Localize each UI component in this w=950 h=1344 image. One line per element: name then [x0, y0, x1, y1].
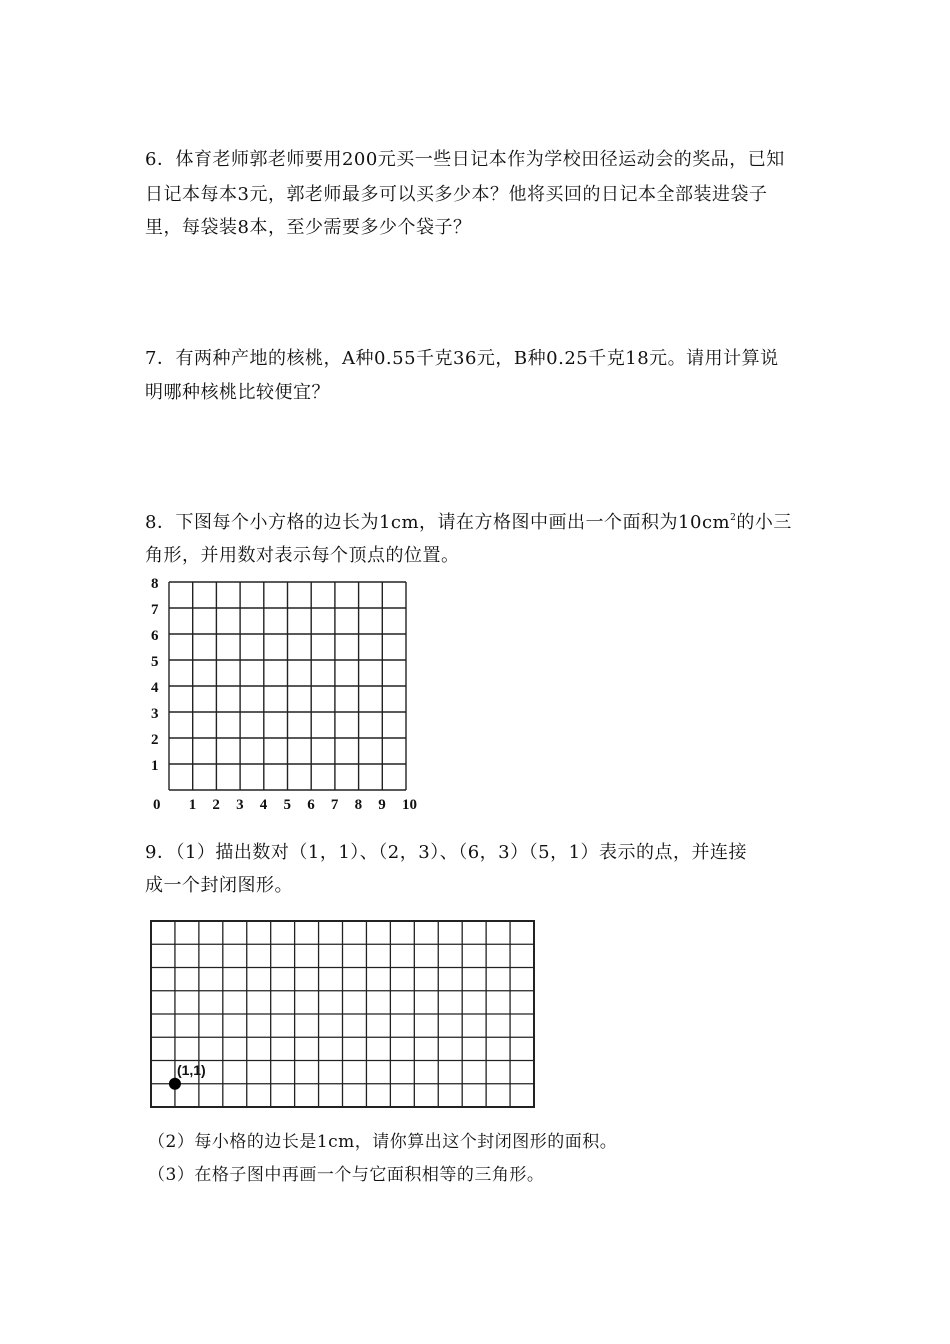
q8-line-1-tail: 的小三 — [736, 512, 792, 533]
q8-y-tick: 5 — [151, 654, 159, 670]
q9-point-1-1 — [169, 1078, 181, 1090]
q6-line-2: 日记本每本3元，郭老师最多可以买多少本？他将买回的日记本全部装进袋子 — [145, 184, 768, 205]
q8-x-tick: 2 — [212, 797, 220, 813]
q8-x-tick: 6 — [307, 797, 315, 813]
q8-y-tick: 6 — [151, 628, 159, 644]
q8-y-tick: 8 — [151, 576, 159, 592]
q9-part-2: （2）每小格的边长是1cm，请你算出这个封闭图形的面积。 — [148, 1132, 618, 1152]
squared-superscript: 2 — [730, 513, 737, 523]
q8-coordinate-grid[interactable] — [151, 576, 417, 813]
q8-x-tick: 4 — [259, 797, 268, 813]
q8-x-tick: 8 — [354, 797, 363, 813]
q8-y-tick: 2 — [151, 732, 159, 748]
q8-x-tick: 10 — [402, 797, 417, 813]
q8-line-2: 角形，并用数对表示每个顶点的位置。 — [145, 545, 460, 566]
q7-line-2: 明哪种核桃比较便宜？ — [145, 382, 330, 403]
q9-part-3: （3）在格子图中再画一个与它面积相等的三角形。 — [148, 1165, 545, 1185]
q6-line-3: 里，每袋装8本，至少需要多少个袋子？ — [145, 217, 472, 238]
q8-y-tick: 4 — [151, 680, 159, 696]
q8-x-tick: 1 — [188, 797, 197, 813]
q8-line-1-text: 8．下图每个小方格的边长为1cm，请在方格图中画出一个面积为10cm — [145, 512, 731, 533]
q8-x-tick: 5 — [283, 797, 291, 813]
q8-y-tick: 7 — [151, 602, 159, 618]
q9-point-label: (1,1) — [176, 1061, 206, 1078]
q9-line-1: 9．（1）描出数对（1，1）、（2，3）、（6，3）（5，1）表示的点，并连接 — [145, 842, 748, 863]
q9-square-grid[interactable] — [151, 921, 534, 1107]
q7-line-1: 7．有两种产地的核桃，A种0.55千克36元，B种0.25千克18元。请用计算说 — [145, 348, 779, 369]
q9-line-2: 成一个封闭图形。 — [145, 875, 293, 896]
q8-x-tick: 0 — [153, 797, 161, 813]
q8-x-tick: 3 — [236, 797, 244, 813]
q8-y-tick: 1 — [151, 758, 159, 774]
q8-y-tick: 3 — [151, 706, 159, 722]
q8-x-tick: 9 — [378, 797, 386, 813]
q8-x-tick: 7 — [330, 797, 339, 813]
q6-line-1: 6．体育老师郭老师要用200元买一些日记本作为学校田径运动会的奖品，已知 — [145, 149, 785, 170]
